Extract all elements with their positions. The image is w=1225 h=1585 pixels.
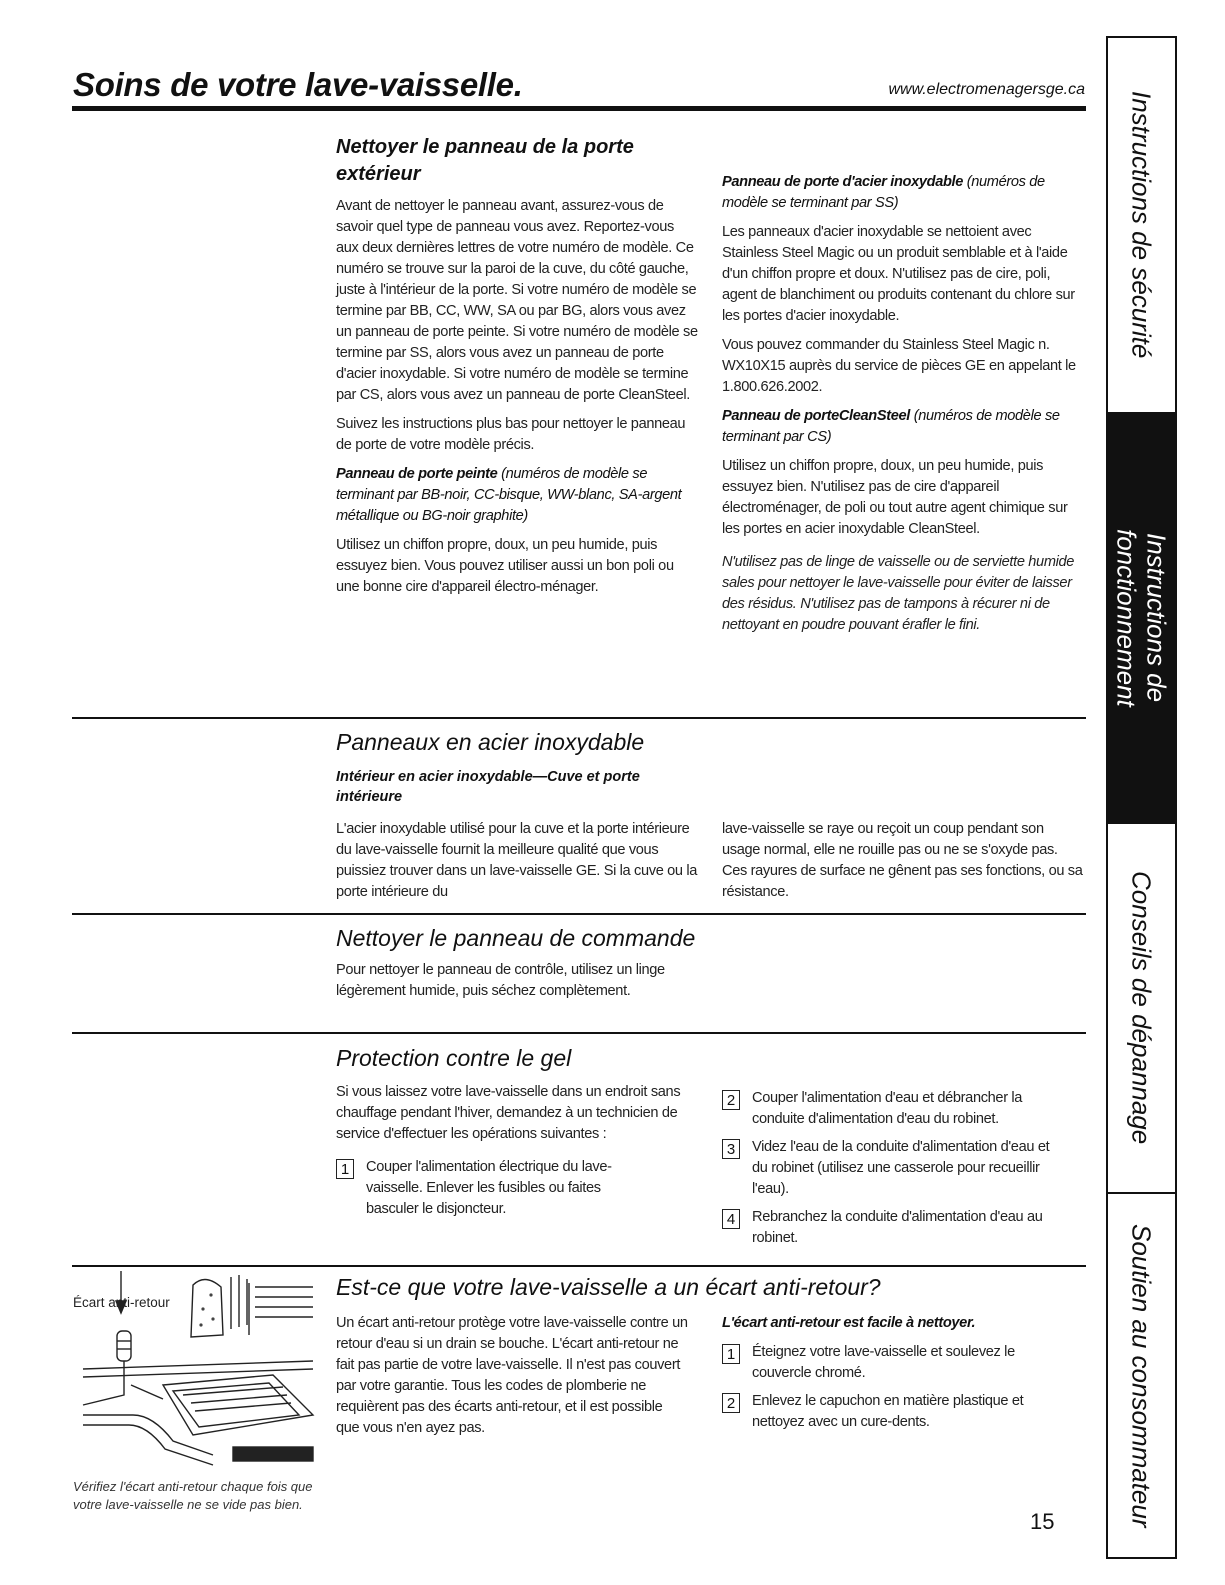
title-rule (72, 106, 1086, 111)
website-url[interactable]: www.electromenagersge.ca (888, 81, 1085, 98)
door-panel-intro: Avant de nettoyer le panneau avant, assurez-vous de savoir quel type de panneau vous avez. Reportez-vous aux deux dernières lettres de votre numéro de modèle. Ce numéro se trouve sur la paroi de la cuve, du côté gauche, juste à l'intérieur de la porte. Si votre numéro de modèle se termine par BB, CC, WW, SA ou par BG, alors vous avez un panneau de porte peinte. Si votre numéro de modèle se termine par SS, alors vous avez un panneau de porte d'acier inoxydable. Si votre numéro de modèle se termine par CS, alors vous avez un panneau de porte CleanSteel. (336, 198, 698, 403)
section-divider (72, 717, 1086, 719)
control-panel-text: Pour nettoyer le panneau de contrôle, utilisez un linge légèrement humide, puis séchez complètement. (336, 962, 665, 999)
tab-label: Conseils de dépannage (1126, 871, 1157, 1145)
cleansteel-panel-text: Utilisez un chiffon propre, doux, un peu humide, puis essuyez bien. N'utilisez pas de cire d'appareil électroménager, de poli ou tout autre agent chimique sur les portes en acier inoxydable CleanSteel. (722, 458, 1068, 537)
cleaning-warning: N'utilisez pas de linge de vaisselle ou de serviette humide sales pour nettoyer le lave-vaisselle pour éviter de laisser des résidus. N'utilisez pas de tampons à récurer ni de nettoyant en poudre pouvant érafler le fini. (722, 554, 1075, 633)
step-number-box: 2 (722, 1393, 740, 1413)
air-gap-step (722, 1342, 1084, 1384)
section1-left-column (336, 196, 698, 606)
freeze-step (722, 1137, 1084, 1200)
step-text: Rebranchez la conduite d'alimentation d'eau au robinet. (752, 1209, 1043, 1246)
tab-operating-instructions[interactable] (1108, 414, 1175, 824)
air-gap-text: Un écart anti-retour protège votre lave-vaisselle contre un retour d'eau si un drain se bouche. L'écart anti-retour ne fait pas partie de votre lave-vaisselle. Il n'est pas couvert par votre garantie. Tous les codes de plomberie ne requièrent pas des écarts anti-retour, et il est possible que vous n'en ayez pas. (336, 1315, 688, 1436)
freeze-step (722, 1088, 1084, 1130)
air-gap-label: Écart anti-retour (73, 1295, 170, 1310)
step-number-box: 1 (722, 1344, 740, 1364)
freeze-step (336, 1157, 698, 1220)
section1-right-column (722, 172, 1084, 644)
step-text: Éteignez votre lave-vaisselle et soulevez le couvercle chromé. (752, 1344, 1015, 1381)
step-text: Couper l'alimentation d'eau et débrancher la conduite d'alimentation d'eau du robinet. (752, 1090, 1023, 1127)
tab-safety-instructions[interactable] (1108, 38, 1175, 414)
step-number-box: 1 (336, 1159, 354, 1179)
section-title-control-panel: Nettoyer le panneau de commande (336, 925, 696, 951)
freeze-left-column (336, 1082, 698, 1227)
painted-panel-heading: Panneau de porte peinte (numéros de modèle se terminant par BB-noir, CC-bisque, WW-blanc, SA-argent métallique ou BG-noir graphite) (336, 466, 682, 524)
step-text: Couper l'alimentation électrique du lave-vaisselle. Enlever les fusibles ou faites basculer le disjoncteur. (366, 1159, 612, 1217)
step-number-box: 3 (722, 1139, 740, 1159)
stainless-interior-subtitle: Intérieur en acier inoxydable—Cuve et porte intérieure (336, 769, 640, 805)
section-title-stainless: Panneaux en acier inoxydable (336, 729, 645, 755)
section-divider (72, 913, 1086, 915)
page-number: 15 (1030, 1509, 1055, 1534)
step-text: Enlevez le capuchon en matière plastique et nettoyez avec un cure-dents. (752, 1393, 1024, 1430)
tab-label: Instructions de sécurité (1126, 91, 1157, 359)
air-gap-caption: Vérifiez l'écart anti-retour chaque fois que votre lave-vaisselle ne se vide pas bien. (73, 1479, 313, 1512)
stainless-order-text: Vous pouvez commander du Stainless Steel Magic n. WX10X15 auprès du service de pièces GE en appelant le 1.800.626.2002. (722, 337, 1076, 395)
stainless-text-right: lave-vaisselle se raye ou reçoit un coup pendant son usage normal, elle ne rouille pas ou ne se s'oxyde pas. Ces rayures de surface ne gênent pas ses fonctions, ou sa résistance. (722, 821, 1083, 900)
step-text: Videz l'eau de la conduite d'alimentation d'eau et du robinet (utilisez une casserole pour recueillir l'eau). (752, 1139, 1050, 1197)
air-gap-clean-heading: L'écart anti-retour est facile à nettoyer. (722, 1315, 976, 1331)
freeze-step (722, 1207, 1084, 1249)
section-title-air-gap: Est-ce que votre lave-vaisselle a un écart anti-retour? (336, 1274, 881, 1300)
stainless-panel-heading: Panneau de porte d'acier inoxydable (numéros de modèle se terminant par SS) (722, 174, 1045, 211)
painted-panel-text: Utilisez un chiffon propre, doux, un peu humide, puis essuyez bien. Vous pouvez utiliser aussi un bon poli ou une bonne cire d'appareil électro-ménager. (336, 537, 674, 595)
section-title-freeze: Protection contre le gel (336, 1045, 572, 1071)
step-number-box: 2 (722, 1090, 740, 1110)
side-tab-bar (1106, 36, 1177, 1559)
air-gap-step (722, 1391, 1084, 1433)
tab-label: Soutien au consommateur (1126, 1223, 1157, 1528)
freeze-right-column (722, 1088, 1084, 1256)
cleansteel-panel-heading: Panneau de porteCleanSteel (numéros de modèle se terminant par CS) (722, 408, 1060, 445)
step-number-box: 4 (722, 1209, 740, 1229)
tab-consumer-support[interactable] (1108, 1194, 1175, 1557)
freeze-intro: Si vous laissez votre lave-vaisselle dans un endroit sans chauffage pendant l'hiver, demandez à un technicien de service d'effectuer les opérations suivantes : (336, 1084, 681, 1142)
page-title: Soins de votre lave-vaisselle. (73, 66, 523, 103)
door-panel-instructions: Suivez les instructions plus bas pour nettoyer le panneau de porte de votre modèle précis. (336, 416, 686, 453)
stainless-panel-text: Les panneaux d'acier inoxydable se nettoient avec Stainless Steel Magic ou un produit semblable et à l'aide d'un chiffon propre et doux. N'utilisez pas de cire, poli, agent de blanchiment ou produits contenant du chlore sur les portes d'acier inoxydable. (722, 224, 1075, 324)
air-gap-right-column (722, 1313, 1084, 1440)
tab-troubleshooting[interactable] (1108, 824, 1175, 1194)
section-divider (72, 1032, 1086, 1034)
tab-label: Instructions de fonctionnement (1111, 529, 1172, 707)
section-title-door-panel: Nettoyer le panneau de la porte extérieur (336, 136, 634, 185)
stainless-text-left: L'acier inoxydable utilisé pour la cuve et la porte intérieure du lave-vaisselle fournit la meilleure qualité que vous puissiez trouver dans un lave-vaisselle GE. Si la cuve ou la porte intérieure du (336, 821, 698, 900)
